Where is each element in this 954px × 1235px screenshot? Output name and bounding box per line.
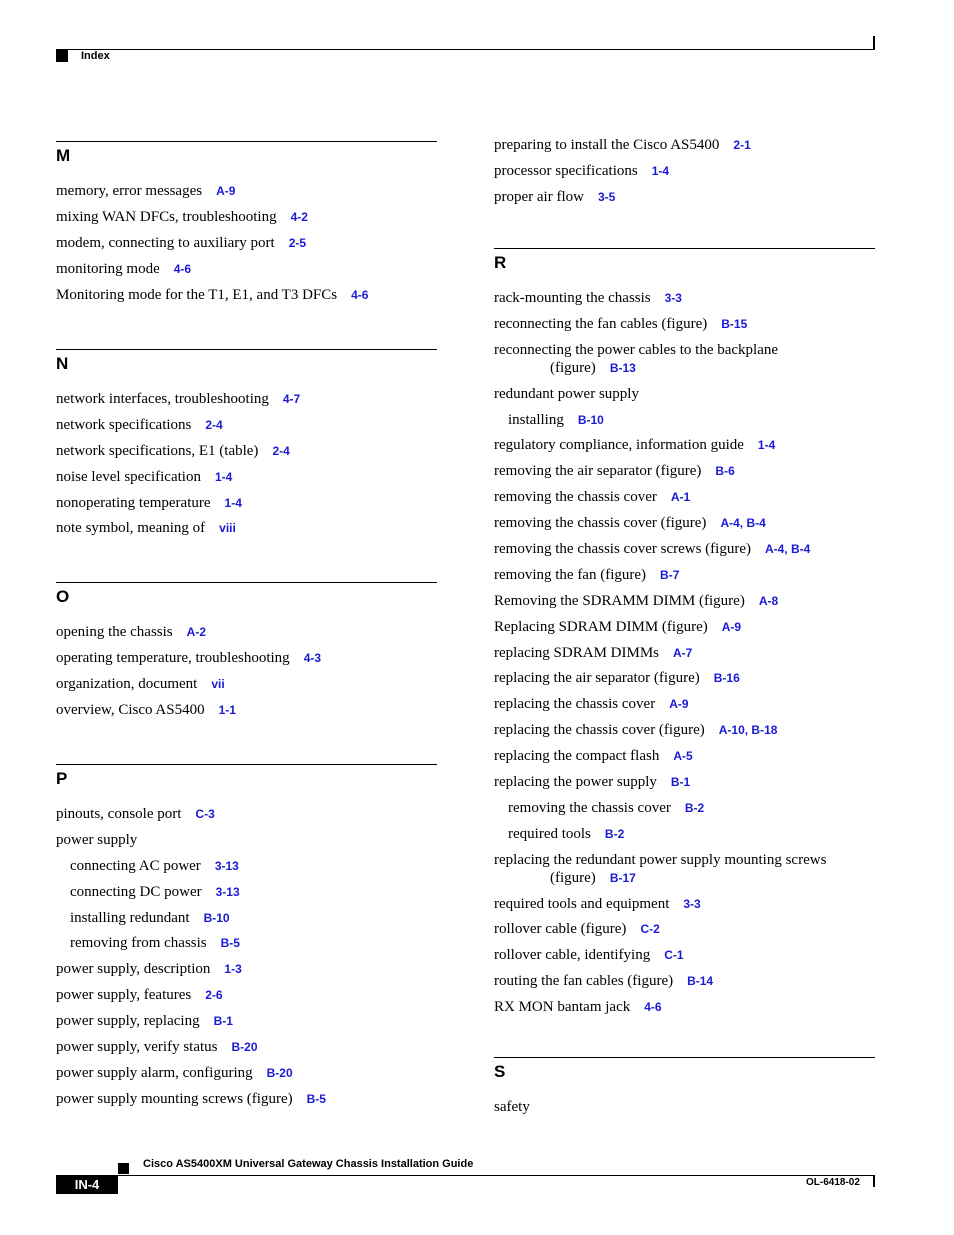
entry-text: replacing the redundant power supply mounting screws xyxy=(494,851,827,868)
page-ref-link[interactable]: B-1 xyxy=(670,775,691,790)
section-p xyxy=(56,764,437,1116)
section-rule xyxy=(494,248,875,249)
page-ref-link[interactable]: C-3 xyxy=(195,807,215,821)
page-ref-link[interactable]: 2-4 xyxy=(272,443,290,458)
index-entry xyxy=(56,675,437,693)
footer-corner-mark xyxy=(873,1175,875,1187)
entry-text: replacing the compact flash xyxy=(494,748,660,765)
index-entry xyxy=(494,695,875,713)
index-entry xyxy=(56,260,437,278)
index-entry xyxy=(56,1038,437,1056)
index-entry xyxy=(56,390,437,408)
page-ref-link[interactable]: A-7 xyxy=(673,645,693,660)
page-ref-link[interactable]: B-5 xyxy=(306,1091,326,1106)
section-m xyxy=(56,141,437,311)
page-ref-link[interactable]: B-14 xyxy=(687,974,714,989)
page-ref-link[interactable]: B-5 xyxy=(220,936,240,951)
entry-text: removing the air separator (figure) xyxy=(494,463,702,480)
entry-text: safety xyxy=(494,1099,530,1115)
index-subentry xyxy=(56,909,437,927)
entry-text: nonoperating temperature xyxy=(56,494,211,511)
page-ref-link[interactable]: viii xyxy=(219,521,236,536)
page-ref-link[interactable]: B-20 xyxy=(231,1040,258,1055)
section-r xyxy=(494,248,875,1024)
page-ref-link[interactable]: A-4, B-4 xyxy=(765,542,811,557)
section-rule xyxy=(56,141,437,142)
index-entry xyxy=(494,385,875,403)
page-ref-link[interactable]: A-5 xyxy=(673,749,693,764)
section-rule xyxy=(56,582,437,583)
page-ref-link[interactable]: 3-3 xyxy=(683,896,701,911)
section-rule xyxy=(56,349,437,350)
index-entry xyxy=(494,1098,875,1116)
entry-continuation: (figure) xyxy=(550,869,596,886)
index-entry xyxy=(494,721,875,739)
page-ref-link[interactable]: 4-6 xyxy=(173,261,192,276)
footer-marker xyxy=(118,1163,129,1174)
index-entry xyxy=(494,669,875,687)
page-ref-link[interactable]: A-10, B-18 xyxy=(718,723,778,738)
entry-text: replacing the chassis cover xyxy=(494,696,656,713)
footer-guide-title: Cisco AS5400XM Universal Gateway Chassis Installation Guide xyxy=(143,1158,474,1170)
section-letter: S xyxy=(494,1062,506,1081)
page-ref-link[interactable]: C-2 xyxy=(640,922,660,937)
page-ref-link[interactable]: B-16 xyxy=(713,671,740,686)
entry-text: reconnecting the fan cables (figure) xyxy=(494,315,708,332)
section-letter: N xyxy=(56,354,69,373)
entry-text: reconnecting the power cables to the backplane xyxy=(494,341,779,358)
entry-text: proper air flow xyxy=(494,188,584,205)
footer-rule xyxy=(118,1175,875,1176)
page-ref-link[interactable]: 1-4 xyxy=(757,438,776,453)
index-subentry xyxy=(494,799,875,817)
page-ref-link[interactable]: 1-3 xyxy=(224,962,242,977)
page-ref-link[interactable]: 3-5 xyxy=(597,189,616,204)
index-entry xyxy=(56,623,437,641)
index-entry xyxy=(56,519,437,537)
entry-text: network interfaces, troubleshooting xyxy=(56,391,269,407)
entry-text: replacing the power supply xyxy=(494,774,657,791)
entry-text: opening the chassis xyxy=(56,624,173,640)
entry-text: required tools and equipment xyxy=(494,895,670,912)
page-ref-link[interactable]: 4-3 xyxy=(303,650,322,665)
page-ref-link[interactable]: B-15 xyxy=(721,316,748,331)
index-entry xyxy=(56,1012,437,1030)
index-entry xyxy=(494,618,875,636)
index-entry xyxy=(56,701,437,719)
page-ref-link[interactable]: 1-4 xyxy=(214,469,233,484)
entry-text: power supply, verify status xyxy=(56,1039,218,1056)
index-entry xyxy=(56,805,437,823)
page-ref-link[interactable]: B-6 xyxy=(715,464,735,479)
entry-continuation: (figure) xyxy=(550,359,596,376)
index-entry xyxy=(494,972,875,990)
page-ref-link[interactable]: A-4, B-4 xyxy=(720,516,766,531)
entry-text: removing the chassis cover screws (figure) xyxy=(494,541,751,558)
index-entry xyxy=(494,946,875,964)
index-entry xyxy=(56,286,437,304)
entry-text: network specifications xyxy=(56,416,192,433)
header-label: Index xyxy=(81,50,110,62)
entry-text: rack-mounting the chassis xyxy=(494,290,651,306)
index-entry xyxy=(494,162,875,180)
index-entry xyxy=(56,1064,437,1082)
page-ref-link[interactable]: 2-5 xyxy=(288,235,307,250)
index-entry xyxy=(494,514,875,532)
index-entry xyxy=(56,649,437,667)
index-entry xyxy=(494,188,875,206)
entry-text: installing xyxy=(508,411,564,428)
index-entry xyxy=(56,182,437,200)
section-letter: P xyxy=(56,769,68,788)
index-entry xyxy=(56,442,437,460)
page-ref-link[interactable]: 1-1 xyxy=(218,702,236,717)
doc-number: OL-6418-02 xyxy=(806,1177,860,1188)
page-ref-link[interactable]: A-9 xyxy=(216,184,236,198)
entry-text: modem, connecting to auxiliary port xyxy=(56,234,275,251)
page-ref-link[interactable]: 3-13 xyxy=(214,858,239,873)
index-entry xyxy=(494,136,875,154)
section-n xyxy=(56,349,437,545)
entry-text: replacing the chassis cover (figure) xyxy=(494,722,705,739)
header-rule xyxy=(56,49,875,50)
entry-text: rollover cable (figure) xyxy=(494,921,627,938)
index-entry xyxy=(56,986,437,1004)
index-entry xyxy=(56,831,437,849)
entry-text: installing redundant xyxy=(70,909,190,926)
page-ref-link[interactable]: A-9 xyxy=(721,619,742,634)
page-ref-link[interactable]: A-1 xyxy=(670,490,691,505)
entry-text: connecting AC power xyxy=(70,857,201,874)
page-ref-link[interactable]: B-20 xyxy=(266,1065,293,1080)
index-entry xyxy=(494,540,875,558)
entry-text: replacing the air separator (figure) xyxy=(494,670,700,687)
entry-text: preparing to install the Cisco AS5400 xyxy=(494,137,720,153)
entry-text: memory, error messages xyxy=(56,183,203,199)
page-ref-link[interactable]: 3-13 xyxy=(215,884,240,899)
entry-text: note symbol, meaning of xyxy=(56,520,206,537)
index-entry xyxy=(494,315,875,333)
page-ref-link[interactable]: C-1 xyxy=(664,948,684,963)
entry-text: regulatory compliance, information guide xyxy=(494,437,744,454)
entry-text: power supply, description xyxy=(56,961,211,978)
section-letter: O xyxy=(56,587,70,606)
page-ref-link[interactable]: B-1 xyxy=(213,1014,233,1029)
page-ref-link[interactable]: B-10 xyxy=(203,910,230,925)
index-entry xyxy=(494,644,875,662)
page-ref-link[interactable]: A-9 xyxy=(669,697,689,712)
page-ref-link[interactable]: 4-6 xyxy=(351,287,369,302)
entry-text: removing from chassis xyxy=(70,935,207,952)
index-entry xyxy=(56,494,437,512)
index-entry xyxy=(494,895,875,913)
index-subentry xyxy=(494,825,875,843)
entry-text: monitoring mode xyxy=(56,260,160,277)
index-entry xyxy=(494,488,875,506)
entry-text: overview, Cisco AS5400 xyxy=(56,701,205,718)
page-ref-link[interactable]: B-10 xyxy=(577,412,604,427)
section-rule xyxy=(56,764,437,765)
section-letter: R xyxy=(494,253,507,272)
page-ref-link[interactable]: 3-3 xyxy=(664,291,682,305)
page-ref-link[interactable]: 2-6 xyxy=(205,988,223,1003)
index-entry xyxy=(494,747,875,765)
entry-text: network specifications, E1 (table) xyxy=(56,442,259,459)
index-entry xyxy=(56,1090,437,1108)
page-ref-link[interactable]: B-7 xyxy=(660,567,680,582)
page-ref-link[interactable]: 1-4 xyxy=(224,495,242,510)
page-ref-link[interactable]: B-13 xyxy=(609,360,636,375)
entry-text: power supply xyxy=(56,831,138,848)
index-entry xyxy=(494,592,875,610)
index-entry xyxy=(56,416,437,434)
index-entry xyxy=(494,566,875,584)
entry-text: connecting DC power xyxy=(70,883,202,900)
section-o xyxy=(56,582,437,727)
entry-text: routing the fan cables (figure) xyxy=(494,973,674,990)
index-entry xyxy=(494,289,875,307)
index-entry xyxy=(56,234,437,252)
entry-text: RX MON bantam jack xyxy=(494,999,631,1016)
entry-text: power supply, replacing xyxy=(56,1013,200,1030)
entry-text: mixing WAN DFCs, troubleshooting xyxy=(56,208,277,225)
index-entry xyxy=(494,341,875,377)
entry-text: Removing the SDRAMM DIMM (figure) xyxy=(494,592,745,609)
index-subentry xyxy=(56,934,437,952)
section-rule xyxy=(494,1057,875,1058)
page-ref-link[interactable]: B-2 xyxy=(604,826,625,841)
index-entry xyxy=(56,208,437,226)
entry-text: pinouts, console port xyxy=(56,806,182,822)
entry-text: Replacing SDRAM DIMM (figure) xyxy=(494,618,708,635)
entry-text: rollover cable, identifying xyxy=(494,947,651,964)
entry-text: removing the chassis cover (figure) xyxy=(494,515,707,532)
entry-text: removing the chassis cover xyxy=(494,489,657,506)
entry-text: replacing SDRAM DIMMs xyxy=(494,644,659,661)
index-subentry xyxy=(56,857,437,875)
page-ref-link[interactable]: 4-6 xyxy=(644,1000,662,1015)
header-corner-mark xyxy=(873,36,875,50)
entry-text: Monitoring mode for the T1, E1, and T3 DFCs xyxy=(56,286,338,303)
section-s xyxy=(494,1057,875,1124)
page-ref-link[interactable]: A-8 xyxy=(758,593,779,608)
index-entry xyxy=(494,436,875,454)
index-entry xyxy=(56,960,437,978)
index-entry xyxy=(494,920,875,938)
page-ref-link[interactable]: 4-2 xyxy=(290,209,308,224)
section-p-continued xyxy=(494,136,875,214)
entry-text: required tools xyxy=(508,825,591,842)
entry-text: removing the chassis cover xyxy=(508,799,671,816)
entry-text: redundant power supply xyxy=(494,385,639,402)
page-ref-link[interactable]: 4-7 xyxy=(282,392,301,406)
page-number: IN-4 xyxy=(56,1175,118,1194)
entry-text: removing the fan (figure) xyxy=(494,566,647,583)
page-ref-link[interactable]: vii xyxy=(211,676,225,691)
index-entry xyxy=(494,773,875,791)
index-entry xyxy=(494,851,875,887)
header-marker xyxy=(56,50,68,62)
index-entry xyxy=(56,468,437,486)
page-ref-link[interactable]: 2-4 xyxy=(205,417,223,432)
entry-text: processor specifications xyxy=(494,162,638,179)
page-ref-link[interactable]: 2-1 xyxy=(733,138,751,152)
entry-text: organization, document xyxy=(56,675,198,692)
index-subentry xyxy=(56,883,437,901)
entry-text: noise level specification xyxy=(56,468,201,485)
index-subentry xyxy=(494,411,875,429)
page-ref-link[interactable]: 1-4 xyxy=(651,163,670,178)
page-ref-link[interactable]: A-2 xyxy=(186,625,206,639)
entry-text: power supply alarm, configuring xyxy=(56,1064,253,1081)
entry-text: power supply, features xyxy=(56,987,192,1004)
index-entry xyxy=(494,462,875,480)
section-letter: M xyxy=(56,146,71,165)
index-entry xyxy=(494,998,875,1016)
page-ref-link[interactable]: B-17 xyxy=(609,870,636,885)
page-ref-link[interactable]: B-2 xyxy=(684,800,705,815)
entry-text: operating temperature, troubleshooting xyxy=(56,649,290,666)
entry-text: power supply mounting screws (figure) xyxy=(56,1090,293,1107)
